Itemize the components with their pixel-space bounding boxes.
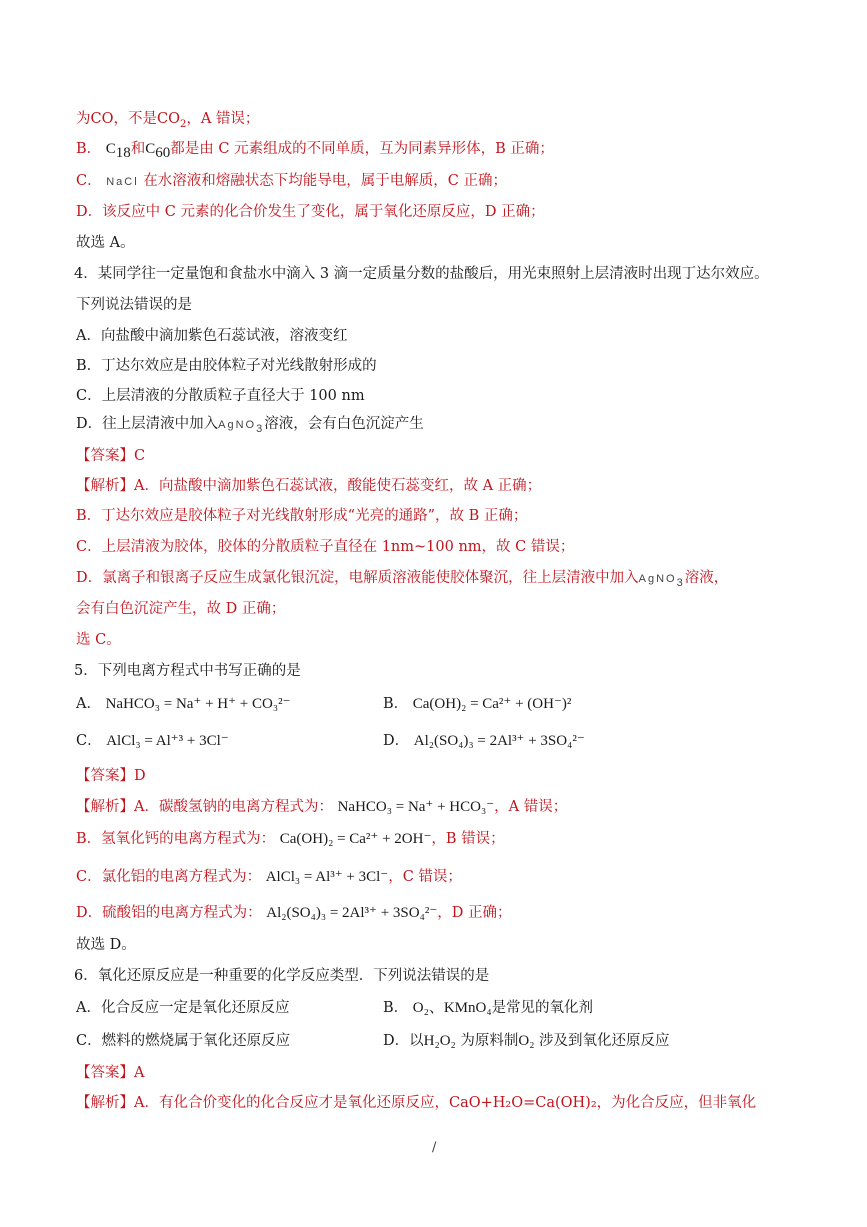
q4-analysis-a: 【解析】A．向盐酸中滴加紫色石蕊试液，酸能使石蕊变红，故 A 正确； xyxy=(76,478,542,494)
q5-analysis-a: 【解析】A．碳酸氢钠的电离方程式为： NaHCO₃ = Na⁺ + HCO₃⁻，A 错误； xyxy=(76,799,568,815)
page-number: / xyxy=(432,1140,437,1155)
analysis-line-a-end: 为CO，不是$CO_2$，A 错误； xyxy=(76,111,260,130)
q4-analysis-c: C．上层清液为胶体，胶体的分散质粒子直径在 1nm~100 nm，故 C 错误； xyxy=(76,539,575,555)
analysis-line-c: C． NaCl 在水溶液和熔融状态下均能导电，属于电解质，C 正确； xyxy=(76,173,507,189)
q4-option-a: A．向盐酸中滴加紫色石蕊试液，溶液变红 xyxy=(76,328,348,344)
q5-option-a: A． NaHCO₃ = Na⁺ + H⁺ + CO₃²⁻ xyxy=(76,696,291,712)
q6-option-c: C．燃料的燃烧属于氧化还原反应 xyxy=(76,1033,291,1049)
q4-answer: 【答案】C xyxy=(76,448,146,464)
q5-answer: 【答案】D xyxy=(76,768,146,784)
q5-option-c: C． AlCl₃ = Al⁺³ + 3Cl⁻ xyxy=(76,733,229,749)
q4-stem-cont: 下列说法错误的是 xyxy=(76,297,192,313)
analysis-line-b: B． $C_{18}$和$C_{60}$都是由 C 元素组成的不同单质，互为同素异形体，B 正确； xyxy=(76,141,554,161)
q4-option-d: D．往上层清液中加入AgNO$_3$溶液，会有白色沉淀产生 xyxy=(76,416,424,435)
q4-option-c: C．上层清液的分散质粒子直径大于 100 nm xyxy=(76,388,365,404)
q4-analysis-d-cont: 会有白色沉淀产生，故 D 正确； xyxy=(76,601,286,617)
q5-option-d: D． Al₂(SO₄)₃ = 2Al³⁺ + 3SO₄²⁻ xyxy=(383,733,585,749)
q5-option-b: B． Ca(OH)₂ = Ca²⁺ + (OH⁻)² xyxy=(383,696,572,712)
analysis-line-d: D．该反应中 C 元素的化合价发生了变化，属于氧化还原反应，D 正确； xyxy=(76,204,545,220)
q4-analysis-b: B．丁达尔效应是胶体粒子对光线散射形成“光亮的通路”，故 B 正确； xyxy=(76,508,528,524)
q5-stem: 5．下列电离方程式中书写正确的是 xyxy=(74,663,301,679)
conclusion-text: 故选 A。 xyxy=(76,235,135,251)
q6-option-d: D．以H₂O₂ 为原料制O₂ 涉及到氧化还原反应 xyxy=(383,1033,670,1049)
q6-stem: 6．氧化还原反应是一种重要的化学反应类型．下列说法错误的是 xyxy=(74,968,490,984)
q5-analysis-d: D．硫酸铝的电离方程式为： Al₂(SO₄)₃ = 2Al³⁺ + 3SO₄²⁻，D 正确； xyxy=(76,905,512,921)
q4-conclusion: 选 C。 xyxy=(76,632,121,648)
q5-conclusion: 故选 D。 xyxy=(76,937,136,953)
q4-analysis-d: D．氯离子和银离子反应生成氯化银沉淀，电解质溶液能使胶体聚沉，往上层清液中加入AgNO$_3$溶液， xyxy=(76,570,729,589)
q6-option-b: B． O₂、KMnO₄是常见的氧化剂 xyxy=(383,1000,594,1016)
q4-option-b: B．丁达尔效应是由胶体粒子对光线散射形成的 xyxy=(76,358,377,374)
q6-answer: 【答案】A xyxy=(76,1065,145,1081)
q5-analysis-b: B．氢氧化钙的电离方程式为： Ca(OH)₂ = Ca²⁺ + 2OH⁻，B 错误； xyxy=(76,831,505,847)
q6-analysis-a: 【解析】A．有化合价变化的化合反应才是氧化还原反应，CaO+H₂O=Ca(OH)₂，为化合反应，但非氧化 xyxy=(76,1095,757,1111)
q5-analysis-c: C．氯化铝的电离方程式为： AlCl₃ = Al³⁺ + 3Cl⁻，C 错误； xyxy=(76,869,462,885)
q4-stem: 4．某同学往一定量饱和食盐水中滴入 3 滴一定质量分数的盐酸后，用光束照射上层清液时出现丁达尔效应。 xyxy=(74,266,769,282)
q6-option-a: A．化合反应一定是氧化还原反应 xyxy=(76,1000,290,1016)
